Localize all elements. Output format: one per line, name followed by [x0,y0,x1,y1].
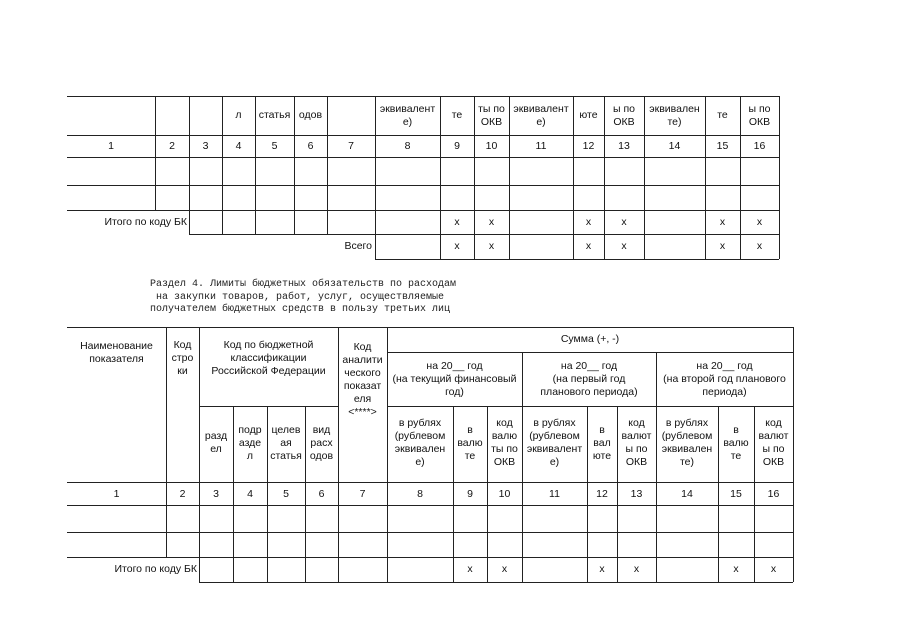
x-mark: x [756,240,763,252]
table-rule [67,96,779,97]
x-mark: x [585,240,592,252]
upper-header-cell: л [235,109,242,121]
header-okv3-cell: код валют ы по ОКВ [758,417,789,468]
header-year-first-plan: на 20__ год (на первый год планового периода) [540,359,638,398]
header-rub3-cell: в рублях (рублевом эквивален те) [661,417,713,468]
upper-header-cell: ты по ОКВ [478,102,505,128]
header-razdel-cell: разд ел [204,430,228,455]
lower-col-number: 2 [179,487,186,500]
table-rule [155,96,156,135]
x-mark: x [488,240,495,252]
upper-col-number: 11 [535,140,547,152]
lower-col-number: 8 [417,487,423,500]
upper-header-cell: те [717,109,728,121]
header-val1-cell: в валю те [457,423,483,462]
lower-col-number: 15 [730,487,742,500]
table-rule [387,406,793,407]
lower-col-number: 16 [767,487,780,500]
upper-header-cell: те [451,109,463,121]
upper-col-number: 9 [454,140,460,152]
upper-header-cell: эквивалент е) [513,102,569,128]
x-mark: x [733,563,739,575]
x-mark: x [501,563,508,575]
upper-col-number: 5 [271,140,278,152]
table-rule [199,406,338,407]
upper-col-number: 14 [668,140,681,152]
table-rule [779,96,780,259]
header-budget-classification: Код по бюджетной классификации Российской Федерации [211,338,326,377]
header-rub2-cell: в рублях (рублевом эквивалент е) [526,417,583,468]
table-rule [67,505,793,506]
upper-col-number: 15 [716,140,729,152]
upper-col-number: 10 [485,140,498,152]
header-line-code: Код стро ки [171,338,194,377]
section-4-heading: Раздел 4. Лимиты бюджетных обязательств по расходам на закупки товаров, работ, услуг, осуществляемые получателем бюджетных средств в пользу третьих лиц [150,279,457,315]
lower-col-number: 11 [549,487,560,500]
upper-col-number: 12 [582,140,595,152]
upper-col-number: 1 [108,140,114,152]
x-mark: x [719,240,726,252]
upper-header-cell [328,98,374,133]
lower-col-number: 4 [247,487,253,500]
table-rule [67,185,779,186]
table-rule [199,582,793,583]
lower-total-bk-label: Итого по коду БК [114,563,197,575]
upper-header-cell: одов [298,109,323,121]
upper-col-number: 3 [202,140,209,152]
lower-col-number: 12 [596,487,608,500]
x-mark: x [756,215,763,228]
header-val2-cell: в вал юте [592,423,612,462]
x-mark: x [488,215,495,228]
lower-col-number: 9 [467,487,473,500]
x-mark: x [454,215,460,228]
upper-header-cell: эквивален те) [649,102,700,128]
x-mark: x [770,563,777,575]
header-sum: Сумма (+, -) [560,333,620,345]
upper-total-bk-label: Итого по коду БК [104,215,187,228]
table-rule [375,259,779,260]
lower-col-number: 13 [630,487,643,500]
table-rule [387,352,793,353]
lower-col-number: 7 [359,487,366,500]
lower-col-number: 3 [213,487,219,500]
header-year-current: на 20__ год (на текущий финансовый год) [392,359,517,398]
header-target-cell: целев ая статья [270,423,302,462]
table-rule [189,96,190,234]
upper-header-cell: юте [579,109,598,121]
header-vid-cell: вид расх одов [309,423,334,462]
x-mark: x [621,240,627,252]
upper-col-number: 4 [235,140,242,152]
x-mark: x [719,215,726,228]
lower-col-number: 10 [498,487,511,500]
upper-total-label: Всего [344,240,372,252]
header-okv2-cell: код валют ы по ОКВ [621,417,652,468]
table-rule [67,532,793,533]
lower-col-number: 14 [681,487,693,500]
x-mark: x [467,563,473,575]
upper-col-number: 16 [753,140,766,152]
upper-header-cell: статья [258,109,291,121]
upper-header-cell: эквивалент е) [379,102,436,128]
header-val3-cell: в валю те [723,423,749,462]
upper-col-number: 13 [618,140,630,152]
upper-col-number: 7 [348,140,354,152]
upper-col-number: 6 [307,140,314,152]
header-analytic-code: Код аналити ческого показат еля <****> [342,340,383,418]
table-rule [793,327,794,582]
upper-header-cell: ы по ОКВ [748,102,771,128]
x-mark: x [599,563,605,575]
upper-col-number: 8 [404,140,411,152]
x-mark: x [454,240,460,252]
x-mark: x [585,215,592,228]
header-podrazdel-cell: подр азде л [238,423,262,462]
x-mark: x [633,563,640,575]
lower-col-number: 1 [113,487,120,500]
upper-header-cell: ы по ОКВ [613,102,635,128]
table-rule [67,157,779,158]
x-mark: x [621,215,627,228]
lower-col-number: 6 [318,487,325,500]
header-okv1-cell: код валю ты по ОКВ [491,417,518,468]
header-year-second-plan: на 20__ год (на второй год планового периода) [663,359,786,398]
upper-col-number: 2 [169,140,175,152]
header-indicator-name: Наименование показателя [80,340,153,365]
header-rub1-cell: в рублях (рублевом эквивален е) [394,417,446,468]
lower-col-number: 5 [283,487,289,500]
